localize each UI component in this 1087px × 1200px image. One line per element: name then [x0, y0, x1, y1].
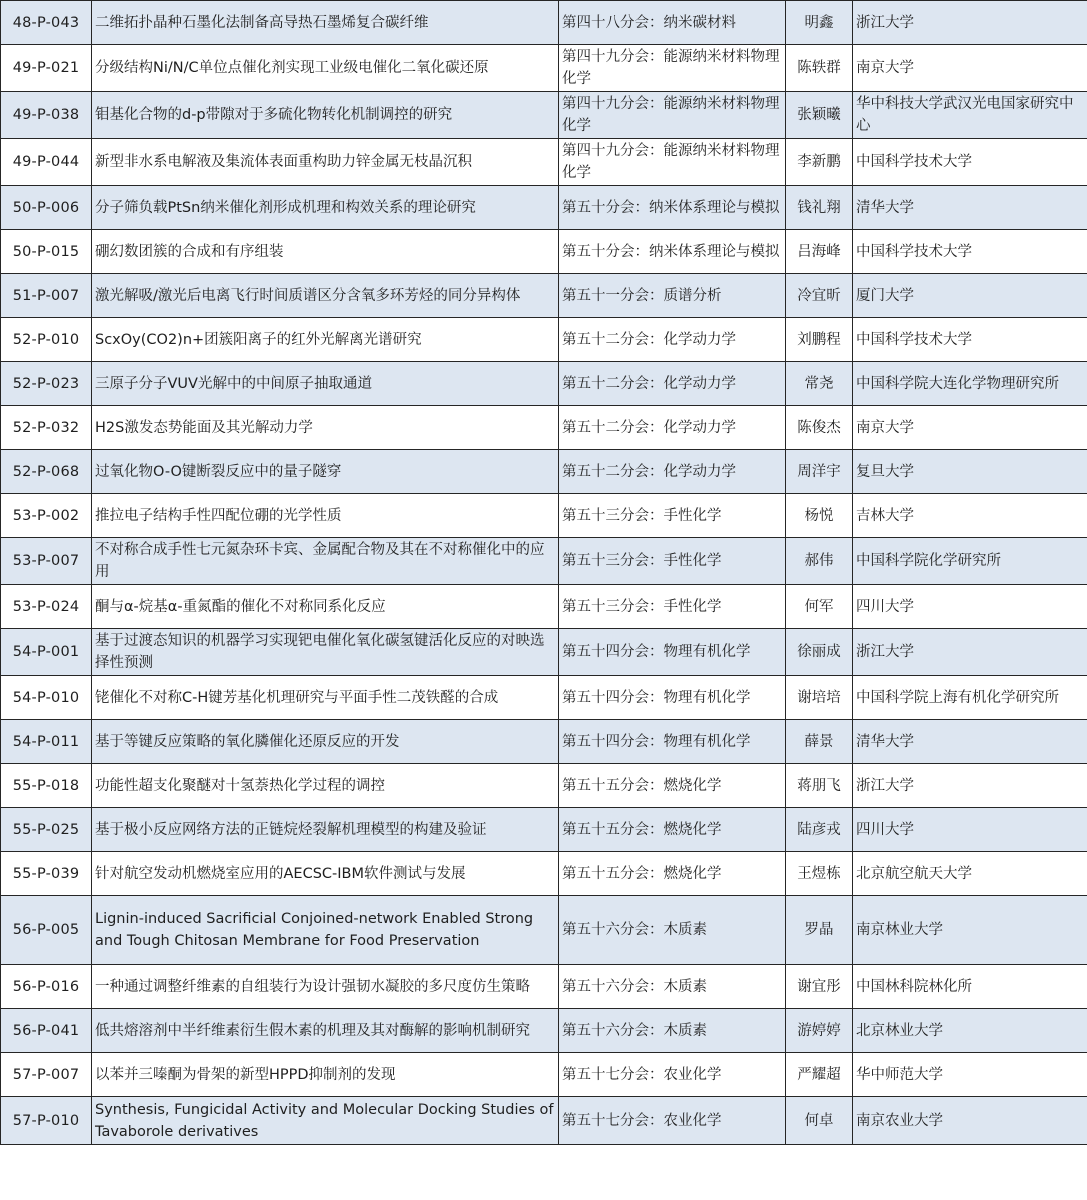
poster-id: 55-P-039	[1, 852, 92, 896]
institution: 四川大学	[853, 585, 1087, 629]
poster-title: 低共熔溶剂中半纤维素衍生假木素的机理及其对酶解的影响机制研究	[92, 1009, 559, 1053]
institution: 浙江大学	[853, 1, 1087, 45]
institution: 中国科学技术大学	[853, 139, 1087, 186]
poster-title: 二维拓扑晶种石墨化法制备高导热石墨烯复合碳纤维	[92, 1, 559, 45]
institution: 吉林大学	[853, 494, 1087, 538]
session-name: 第五十七分会：农业化学	[559, 1097, 786, 1145]
poster-id: 54-P-011	[1, 720, 92, 764]
presenter-name: 蒋朋飞	[786, 764, 853, 808]
poster-id: 49-P-038	[1, 92, 92, 139]
poster-id: 50-P-015	[1, 230, 92, 274]
poster-title: 推拉电子结构手性四配位硼的光学性质	[92, 494, 559, 538]
institution: 南京大学	[853, 406, 1087, 450]
presenter-name: 徐丽成	[786, 629, 853, 676]
institution: 中国林科院林化所	[853, 965, 1087, 1009]
presenter-name: 郝伟	[786, 538, 853, 585]
session-name: 第五十三分会：手性化学	[559, 494, 786, 538]
presenter-name: 周洋宇	[786, 450, 853, 494]
poster-title: 硼幻数团簇的合成和有序组装	[92, 230, 559, 274]
poster-title: Synthesis, Fungicidal Activity and Molecular Docking Studies of Tavaborole derivatives	[92, 1097, 559, 1145]
poster-id: 56-P-041	[1, 1009, 92, 1053]
table-row	[1, 852, 1087, 896]
poster-title: 过氧化物O-O键断裂反应中的量子隧穿	[92, 450, 559, 494]
presenter-name: 杨悦	[786, 494, 853, 538]
institution: 南京大学	[853, 45, 1087, 92]
session-name: 第五十七分会：农业化学	[559, 1053, 786, 1097]
poster-title: 酮与α-烷基α-重氮酯的催化不对称同系化反应	[92, 585, 559, 629]
poster-table-body	[1, 1, 1087, 1145]
table-row	[1, 1053, 1087, 1097]
session-name: 第五十分会：纳米体系理论与模拟	[559, 230, 786, 274]
presenter-name: 游婷婷	[786, 1009, 853, 1053]
poster-id: 53-P-007	[1, 538, 92, 585]
session-name: 第五十二分会：化学动力学	[559, 318, 786, 362]
session-name: 第五十四分会：物理有机化学	[559, 676, 786, 720]
poster-title: 基于过渡态知识的机器学习实现钯电催化氧化碳氢键活化反应的对映选择性预测	[92, 629, 559, 676]
institution: 浙江大学	[853, 764, 1087, 808]
poster-title: Lignin-induced Sacrificial Conjoined-network Enabled Strong and Tough Chitosan Membrane for Food Preservation	[92, 896, 559, 965]
session-name: 第五十二分会：化学动力学	[559, 406, 786, 450]
presenter-name: 谢培培	[786, 676, 853, 720]
table-row	[1, 450, 1087, 494]
table-row	[1, 676, 1087, 720]
table-row	[1, 1009, 1087, 1053]
poster-title: 钼基化合物的d-p带隙对于多硫化物转化机制调控的研究	[92, 92, 559, 139]
poster-id: 56-P-016	[1, 965, 92, 1009]
poster-title: 基于等键反应策略的氧化膦催化还原反应的开发	[92, 720, 559, 764]
presenter-name: 吕海峰	[786, 230, 853, 274]
table-row	[1, 629, 1087, 676]
institution: 清华大学	[853, 720, 1087, 764]
presenter-name: 明鑫	[786, 1, 853, 45]
session-name: 第五十五分会：燃烧化学	[559, 852, 786, 896]
poster-title: ScxOy(CO2)n+团簇阳离子的红外光解离光谱研究	[92, 318, 559, 362]
presenter-name: 陈俊杰	[786, 406, 853, 450]
session-name: 第五十五分会：燃烧化学	[559, 808, 786, 852]
session-name: 第四十八分会：纳米碳材料	[559, 1, 786, 45]
table-row	[1, 965, 1087, 1009]
session-name: 第五十五分会：燃烧化学	[559, 764, 786, 808]
presenter-name: 冷宜昕	[786, 274, 853, 318]
institution: 中国科学技术大学	[853, 318, 1087, 362]
table-row	[1, 45, 1087, 92]
table-row	[1, 896, 1087, 965]
presenter-name: 何军	[786, 585, 853, 629]
institution: 中国科学技术大学	[853, 230, 1087, 274]
presenter-name: 刘鹏程	[786, 318, 853, 362]
session-name: 第五十四分会：物理有机化学	[559, 629, 786, 676]
session-name: 第五十三分会：手性化学	[559, 538, 786, 585]
institution: 北京林业大学	[853, 1009, 1087, 1053]
poster-id: 52-P-032	[1, 406, 92, 450]
session-name: 第五十六分会：木质素	[559, 1009, 786, 1053]
institution: 清华大学	[853, 186, 1087, 230]
poster-title: 基于极小反应网络方法的正链烷烃裂解机理模型的构建及验证	[92, 808, 559, 852]
poster-title: 新型非水系电解液及集流体表面重构助力锌金属无枝晶沉积	[92, 139, 559, 186]
institution: 南京林业大学	[853, 896, 1087, 965]
poster-id: 55-P-018	[1, 764, 92, 808]
presenter-name: 陈轶群	[786, 45, 853, 92]
poster-title: 一种通过调整纤维素的自组装行为设计强韧水凝胶的多尺度仿生策略	[92, 965, 559, 1009]
table-row	[1, 1, 1087, 45]
session-name: 第五十二分会：化学动力学	[559, 450, 786, 494]
presenter-name: 罗晶	[786, 896, 853, 965]
poster-title: 针对航空发动机燃烧室应用的AECSC-IBM软件测试与发展	[92, 852, 559, 896]
table-row	[1, 362, 1087, 406]
presenter-name: 何卓	[786, 1097, 853, 1145]
table-row	[1, 494, 1087, 538]
table-row	[1, 720, 1087, 764]
presenter-name: 张颖曦	[786, 92, 853, 139]
poster-id: 52-P-010	[1, 318, 92, 362]
poster-title: 以苯并三嗪酮为骨架的新型HPPD抑制剂的发现	[92, 1053, 559, 1097]
poster-title: 功能性超支化聚醚对十氢萘热化学过程的调控	[92, 764, 559, 808]
table-row	[1, 406, 1087, 450]
institution: 中国科学院上海有机化学研究所	[853, 676, 1087, 720]
poster-title: 铑催化不对称C-H键芳基化机理研究与平面手性二茂铁醛的合成	[92, 676, 559, 720]
poster-id: 50-P-006	[1, 186, 92, 230]
poster-id: 51-P-007	[1, 274, 92, 318]
table-row	[1, 274, 1087, 318]
institution: 中国科学院大连化学物理研究所	[853, 362, 1087, 406]
institution: 华中师范大学	[853, 1053, 1087, 1097]
table-row	[1, 230, 1087, 274]
table-row	[1, 764, 1087, 808]
session-name: 第五十六分会：木质素	[559, 896, 786, 965]
presenter-name: 钱礼翔	[786, 186, 853, 230]
poster-title: 分级结构Ni/N/C单位点催化剂实现工业级电催化二氧化碳还原	[92, 45, 559, 92]
poster-id: 49-P-021	[1, 45, 92, 92]
table-row	[1, 92, 1087, 139]
institution: 北京航空航天大学	[853, 852, 1087, 896]
table-row	[1, 1097, 1087, 1145]
poster-id: 55-P-025	[1, 808, 92, 852]
poster-title: H2S激发态势能面及其光解动力学	[92, 406, 559, 450]
poster-title: 不对称合成手性七元氮杂环卡宾、金属配合物及其在不对称催化中的应用	[92, 538, 559, 585]
presenter-name: 李新鹏	[786, 139, 853, 186]
presenter-name: 陆彦戎	[786, 808, 853, 852]
table-row	[1, 585, 1087, 629]
poster-id: 57-P-010	[1, 1097, 92, 1145]
session-name: 第五十四分会：物理有机化学	[559, 720, 786, 764]
session-name: 第五十一分会：质谱分析	[559, 274, 786, 318]
presenter-name: 谢宜彤	[786, 965, 853, 1009]
poster-title: 三原子分子VUV光解中的中间原子抽取通道	[92, 362, 559, 406]
table-row	[1, 139, 1087, 186]
poster-title: 分子筛负载PtSn纳米催化剂形成机理和构效关系的理论研究	[92, 186, 559, 230]
table-row	[1, 808, 1087, 852]
session-name: 第五十三分会：手性化学	[559, 585, 786, 629]
institution: 南京农业大学	[853, 1097, 1087, 1145]
presenter-name: 严耀超	[786, 1053, 853, 1097]
poster-id: 52-P-023	[1, 362, 92, 406]
poster-id: 54-P-001	[1, 629, 92, 676]
presenter-name: 薛景	[786, 720, 853, 764]
poster-id: 52-P-068	[1, 450, 92, 494]
institution: 厦门大学	[853, 274, 1087, 318]
poster-title: 激光解吸/激光后电离飞行时间质谱区分含氧多环芳烃的同分异构体	[92, 274, 559, 318]
poster-id: 57-P-007	[1, 1053, 92, 1097]
poster-id: 53-P-002	[1, 494, 92, 538]
session-name: 第五十分会：纳米体系理论与模拟	[559, 186, 786, 230]
institution: 复旦大学	[853, 450, 1087, 494]
session-name: 第五十二分会：化学动力学	[559, 362, 786, 406]
institution: 华中科技大学武汉光电国家研究中心	[853, 92, 1087, 139]
poster-id: 48-P-043	[1, 1, 92, 45]
session-name: 第四十九分会：能源纳米材料物理化学	[559, 139, 786, 186]
poster-id: 54-P-010	[1, 676, 92, 720]
table-row	[1, 538, 1087, 585]
table-row	[1, 318, 1087, 362]
session-name: 第四十九分会：能源纳米材料物理化学	[559, 92, 786, 139]
presenter-name: 常尧	[786, 362, 853, 406]
poster-id: 49-P-044	[1, 139, 92, 186]
presenter-name: 王煜栋	[786, 852, 853, 896]
table-row	[1, 186, 1087, 230]
institution: 中国科学院化学研究所	[853, 538, 1087, 585]
session-name: 第五十六分会：木质素	[559, 965, 786, 1009]
session-name: 第四十九分会：能源纳米材料物理化学	[559, 45, 786, 92]
institution: 浙江大学	[853, 629, 1087, 676]
poster-id: 53-P-024	[1, 585, 92, 629]
poster-id: 56-P-005	[1, 896, 92, 965]
institution: 四川大学	[853, 808, 1087, 852]
